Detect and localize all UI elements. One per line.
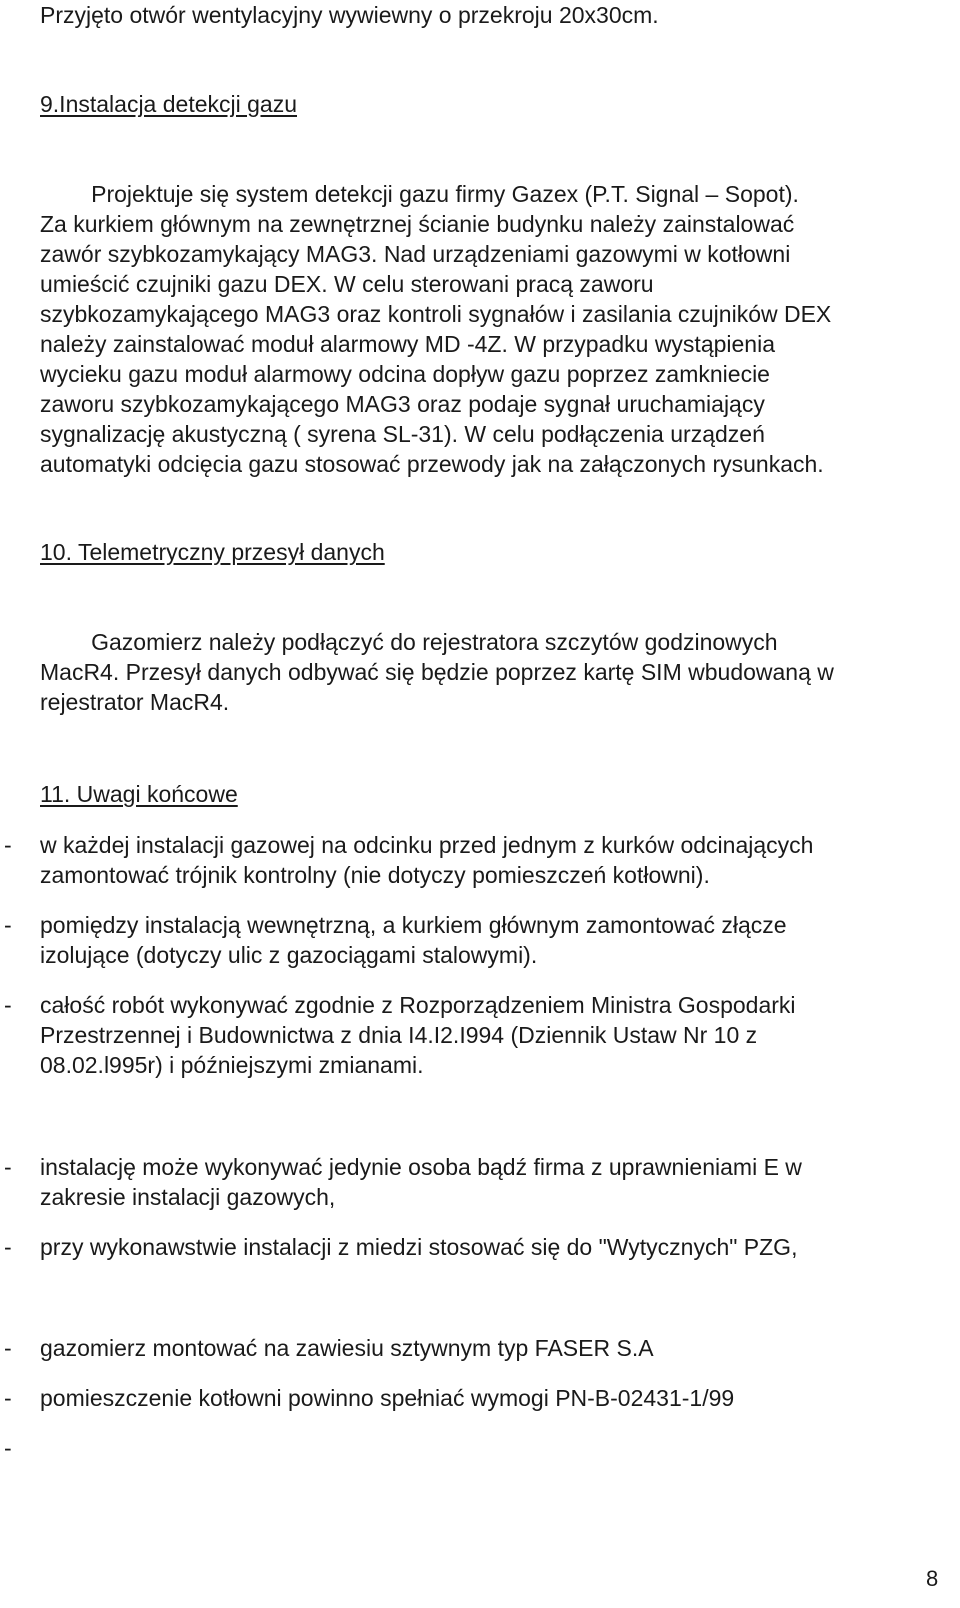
- list-dash: -: [4, 1435, 12, 1461]
- paragraph-line: umieścić czujniki gazu DEX. W celu sterowani pracą zaworu: [40, 271, 654, 297]
- paragraph-line: sygnalizację akustyczną ( syrena SL-31). W celu podłączenia urządzeń: [40, 421, 765, 447]
- page-number: 8: [926, 1566, 939, 1591]
- section-heading: 9.Instalacja detekcji gazu: [40, 91, 297, 117]
- section-10-heading: [40, 537, 940, 567]
- list-dash: -: [4, 832, 12, 858]
- remark-line: gazomierz montować na zawiesiu sztywnym typ FASER S.A: [40, 1335, 654, 1361]
- paragraph-line: zaworu szybkozamykającego MAG3 oraz podaje sygnał uruchamiający: [40, 391, 765, 417]
- remark-line: 08.02.l995r) i późniejszymi zmianami.: [40, 1052, 424, 1078]
- list-dash: -: [4, 992, 12, 1018]
- paragraph-line: MacR4. Przesył danych odbywać się będzie poprzez kartę SIM wbudowaną w: [40, 659, 834, 685]
- section-9-paragraph: [40, 179, 940, 479]
- paragraph-line: Projektuje się system detekcji gazu firmy Gazex (P.T. Signal – Sopot).: [40, 181, 799, 207]
- remark-line: izolujące (dotyczy ulic z gazociągami stalowymi).: [40, 942, 538, 968]
- paragraph-line: wycieku gazu moduł alarmowy odcina dopływ gazu poprzez zamkniecie: [40, 361, 770, 387]
- intro-line: Przyjęto otwór wentylacyjny wywiewny o przekroju 20x30cm.: [40, 2, 659, 28]
- section-heading: 10. Telemetryczny przesył danych: [40, 539, 385, 565]
- paragraph-line: zawór szybkozamykający MAG3. Nad urządzeniami gazowymi w kotłowni: [40, 241, 791, 267]
- paragraph-line: należy zainstalować moduł alarmowy MD -4Z. W przypadku wystąpienia: [40, 331, 776, 357]
- section-11-heading: [40, 779, 940, 809]
- paragraph-line: Za kurkiem głównym na zewnętrznej ścianie budynku należy zainstalować: [40, 211, 795, 237]
- paragraph-line: automatyki odcięcia gazu stosować przewody jak na załączonych rysunkach.: [40, 451, 824, 477]
- remark-line: zamontować trójnik kontrolny (nie dotyczy pomieszczeń kotłowni).: [40, 862, 710, 888]
- remark-line: Przestrzennej i Budownictwa z dnia I4.I2.I994 (Dziennik Ustaw Nr 10 z: [40, 1022, 758, 1048]
- remark-line: całość robót wykonywać zgodnie z Rozporządzeniem Ministra Gospodarki: [40, 992, 796, 1018]
- paragraph-line: rejestrator MacR4.: [40, 689, 230, 715]
- remark-line: instalację może wykonywać jedynie osoba bądź firma z uprawnieniami E w: [40, 1154, 802, 1180]
- section-10-paragraph: [40, 627, 940, 717]
- list-dash: -: [4, 1335, 12, 1361]
- remark-line: zakresie instalacji gazowych,: [40, 1184, 336, 1210]
- section-heading: 11. Uwagi końcowe: [40, 781, 238, 807]
- list-dash: -: [4, 912, 12, 938]
- remark-line: przy wykonawstwie instalacji z miedzi stosować się do "Wytycznych" PZG,: [40, 1234, 798, 1260]
- paragraph-line: Gazomierz należy podłączyć do rejestratora szczytów godzinowych: [40, 629, 778, 655]
- list-dash: -: [4, 1385, 12, 1411]
- intro-paragraph: [40, 0, 940, 30]
- list-dash: -: [4, 1234, 12, 1260]
- remark-line: pomiędzy instalacją wewnętrzną, a kurkiem głównym zamontować złącze: [40, 912, 787, 938]
- paragraph-line: szybkozamykającego MAG3 oraz kontroli sygnałów i zasilania czujników DEX: [40, 301, 832, 327]
- section-9-heading: [40, 89, 940, 119]
- remark-line: w każdej instalacji gazowej na odcinku przed jednym z kurków odcinających: [40, 832, 814, 858]
- remark-line: pomieszczenie kotłowni powinno spełniać wymogi PN-B-02431-1/99: [40, 1385, 735, 1411]
- list-dash: -: [4, 1154, 12, 1180]
